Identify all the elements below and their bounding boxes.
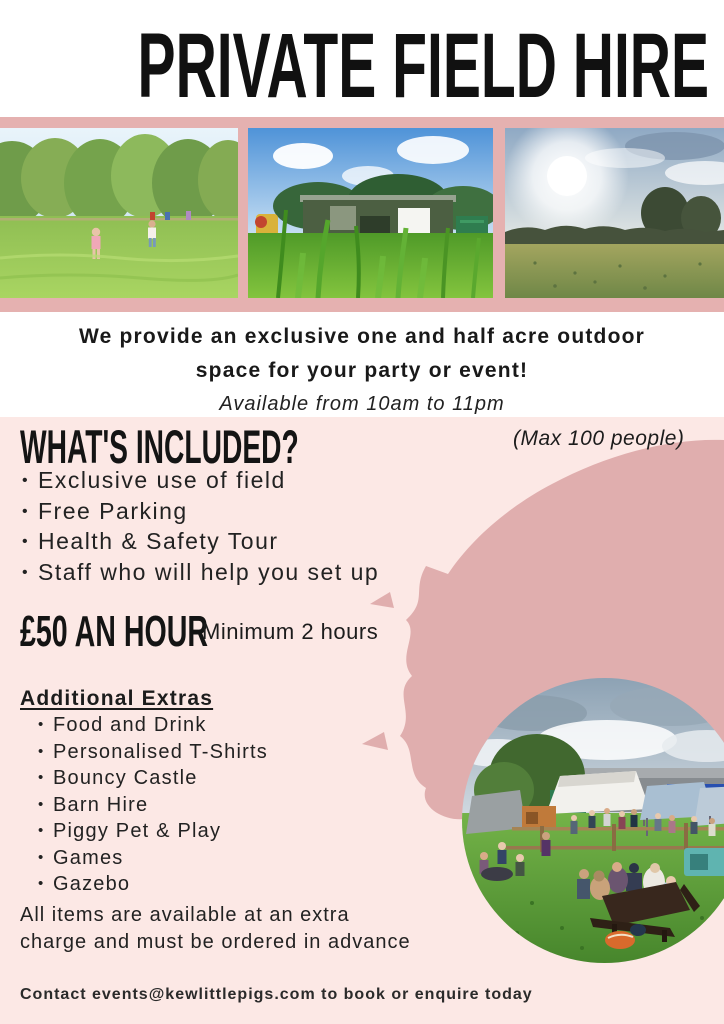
contact-line: Contact events@kewlittlepigs.com to book or enquire today — [20, 986, 533, 1003]
extras-item: • Bouncy Castle — [38, 765, 268, 792]
barn-photo — [248, 128, 493, 298]
max-people-note: (Max 100 people) — [513, 427, 685, 450]
included-item: • Exclusive use of field — [22, 465, 379, 496]
intro-line-1: We provide an exclusive one and half acre outdoor — [78, 325, 646, 348]
barn-illustration — [248, 128, 493, 298]
landscape-illustration — [505, 128, 724, 298]
landscape-photo — [505, 128, 724, 298]
field-kids-photo — [0, 128, 238, 298]
extras-heading: Additional Extras — [20, 687, 214, 710]
extras-list — [38, 712, 268, 898]
extras-charge-note — [20, 902, 411, 956]
extras-item: • Piggy Pet & Play — [38, 818, 268, 845]
extras-note-line-2: charge and must be ordered in advance — [20, 931, 411, 953]
included-item: • Staff who will help you set up — [22, 557, 379, 588]
extras-item: • Food and Drink — [38, 712, 268, 739]
extras-item: • Personalised T-Shirts — [38, 739, 268, 766]
included-item: • Free Parking — [22, 496, 379, 527]
included-heading: WHAT'S INCLUDED? — [20, 420, 299, 473]
minimum-hours-note: Minimum 2 hours — [202, 619, 379, 644]
details-section — [0, 417, 724, 1024]
extras-item: • Barn Hire — [38, 792, 268, 819]
event-photo — [462, 678, 724, 963]
included-item: • Health & Safety Tour — [22, 526, 379, 557]
extras-item: • Games — [38, 845, 268, 872]
page-title: PRIVATE FIELD HIRE — [137, 15, 710, 117]
event-photo-illustration — [462, 678, 724, 963]
intro-line-2: space for your party or event! — [195, 359, 529, 382]
availability-note: Available from 10am to 11pm — [219, 393, 505, 415]
extras-note-line-1: All items are available at an extra — [20, 904, 350, 926]
included-list — [22, 465, 379, 587]
intro-block — [0, 320, 724, 416]
photo-band — [0, 117, 724, 312]
field-kids-illustration — [0, 128, 238, 298]
extras-item: • Gazebo — [38, 871, 268, 898]
price-heading: £50 AN HOUR — [20, 607, 209, 656]
